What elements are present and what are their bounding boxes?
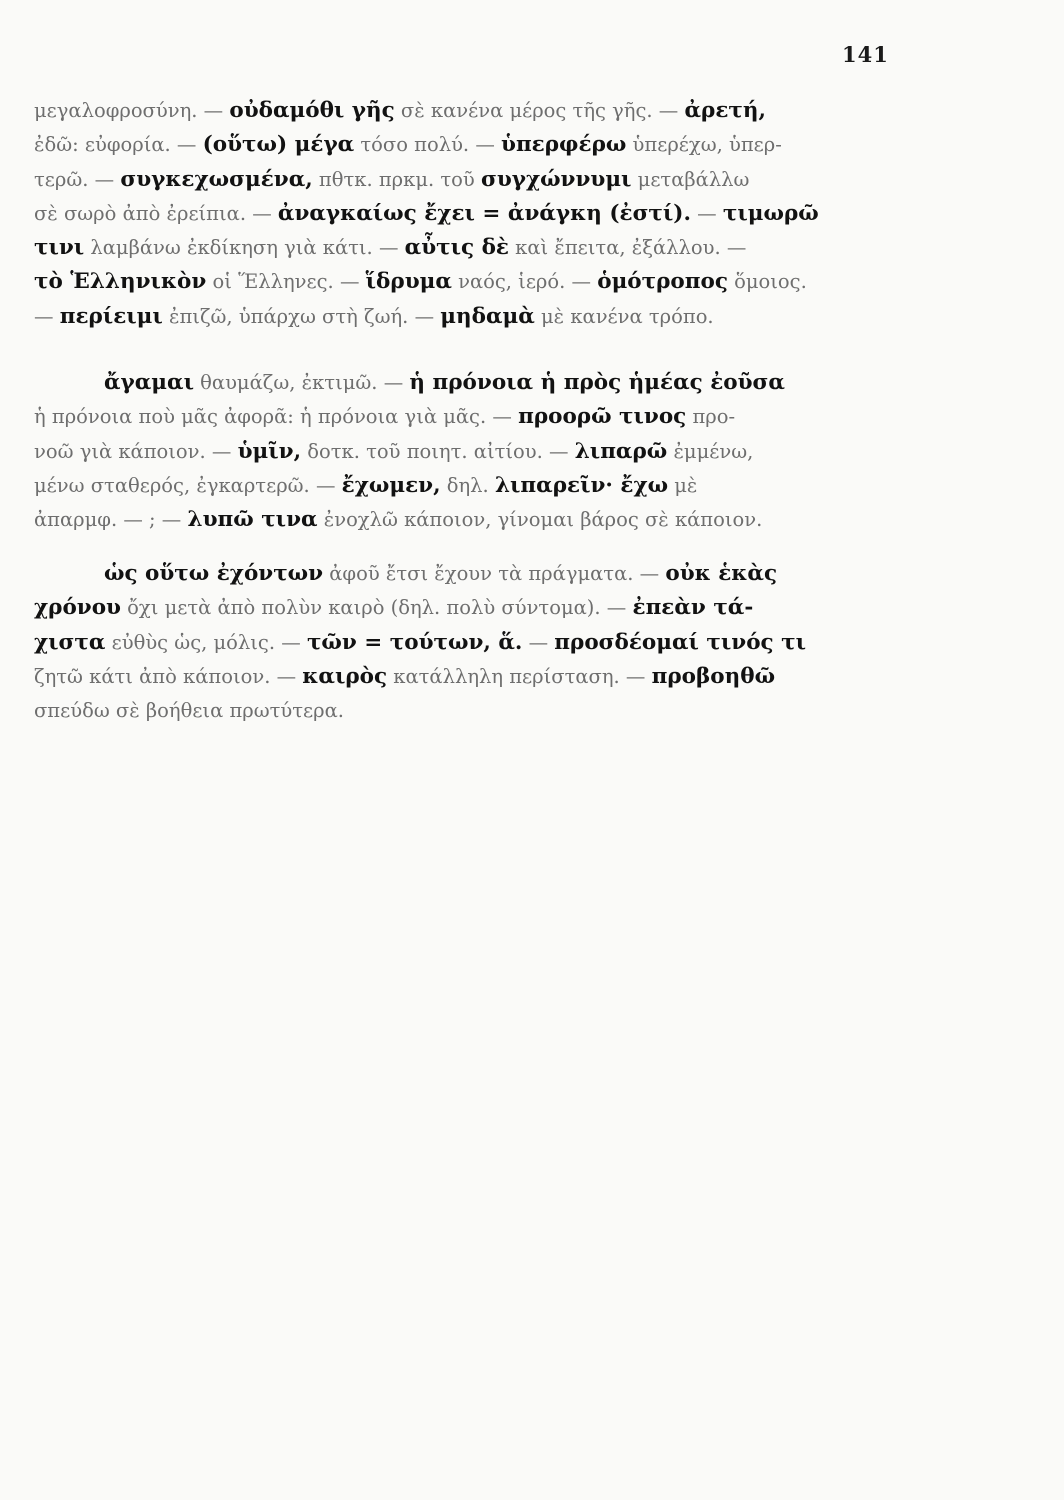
text-line (34, 399, 894, 433)
text-line (34, 659, 894, 693)
lemma-term: τῶν = τούτων, ἅ. (306, 629, 523, 655)
gloss-text: ἐδῶ: εὐφορία. — (34, 133, 203, 157)
lemma-term: χρόνου (34, 595, 121, 621)
gloss-text: νοῶ γιὰ κάποιον. — (34, 439, 238, 463)
text-line (34, 693, 894, 727)
gloss-text: ἐμμένω, (667, 439, 754, 463)
glossary-paragraph-2 (34, 365, 894, 536)
gloss-text: ἀφοῦ ἔτσι ἔχουν τὰ πράγματα. — (323, 562, 666, 585)
lemma-term: τινι (34, 235, 85, 261)
gloss-text: ἐπιζῶ, ὑπάρχω στὴ ζωή. — (162, 304, 441, 328)
text-line (34, 556, 894, 590)
gloss-text: — (34, 304, 60, 328)
lemma-term: ὡς οὕτω ἐχόντων (104, 561, 324, 586)
text-line (34, 299, 894, 333)
gloss-text: — (522, 630, 555, 654)
gloss-text: εὐθὺς ὡς, μόλις. — (105, 630, 307, 654)
text-line (34, 468, 894, 502)
lemma-term: λιπαρῶ (574, 438, 668, 464)
lemma-term: αὖτις δὲ (404, 235, 509, 261)
lemma-term: ἵδρυμα (365, 269, 452, 295)
glossary-paragraph-3 (34, 556, 894, 727)
gloss-text: κατάλληλη περίσταση. — (387, 664, 652, 688)
text-line (34, 625, 894, 659)
lemma-term: (οὕτω) μέγα (202, 132, 355, 158)
gloss-text: ζητῶ κάτι ἀπὸ κάποιον. — (34, 664, 303, 688)
gloss-text: καὶ ἔπειτα, ἐξάλλου. — (508, 236, 747, 260)
lemma-term: ἀναγκαίως ἔχει = ἀνάγκη (ἐστί). (277, 200, 691, 226)
gloss-text: σπεύδω σὲ βοήθεια πρωτύτερα. (34, 699, 344, 723)
lemma-term: ὁμότροπος (597, 269, 728, 295)
lemma-term: ἄγαμαι (104, 370, 194, 395)
gloss-text: μένω σταθερός, ἐγκαρτερῶ. — (34, 473, 342, 497)
gloss-text: τερῶ. — (34, 167, 121, 191)
gloss-text: μὲ κανένα τρόπο. (534, 304, 714, 328)
text-line (34, 127, 894, 161)
lemma-term: ὑμῖν, (237, 438, 302, 464)
gloss-text: τόσο πολύ. — (354, 133, 502, 157)
lemma-term: λυπῶ τινα (187, 507, 318, 533)
gloss-text: ὄχι μετὰ ἀπὸ πολὺν καιρὸ (δηλ. πολὺ σύντομα). — (120, 596, 633, 620)
lemma-term: περίειμι (59, 303, 163, 329)
lemma-term: ἔχωμεν, (341, 472, 441, 498)
lemma-term: προορῶ τινος (518, 404, 687, 430)
gloss-text: ὅμοιος. (727, 270, 807, 294)
lemma-term: χιστα (34, 629, 106, 655)
text-line (34, 590, 894, 624)
gloss-text: ἀπαρμφ. — ; — (34, 508, 188, 532)
text-line (34, 230, 894, 264)
glossary-paragraph-1 (34, 93, 894, 333)
text-line (34, 365, 894, 399)
lemma-term: οὐκ ἑκὰς (665, 561, 778, 586)
lemma-term: προσδέομαί τινός τι (554, 629, 807, 655)
gloss-text: σὲ σωρὸ ἀπὸ ἐρείπια. — (34, 201, 278, 225)
gloss-text: πθτκ. πρκμ. τοῦ (312, 167, 481, 191)
lemma-term: ὑπερφέρω (501, 132, 627, 158)
gloss-text: ὑπερέχω, ὑπερ- (626, 133, 782, 157)
gloss-text: — (690, 201, 723, 225)
lemma-term: καιρὸς (302, 663, 388, 689)
text-line (34, 162, 894, 196)
gloss-text: οἱ Ἕλληνες. — (206, 270, 366, 294)
gloss-text: προ- (686, 405, 736, 429)
lemma-term: ἀρετή, (684, 98, 766, 123)
lemma-term: λιπαρεῖν· ἔχω (494, 472, 669, 498)
lemma-term: συγκεχωσμένα, (120, 166, 313, 192)
gloss-text: ἐνοχλῶ κάποιον, γίνομαι βάρος σὲ κάποιον. (317, 508, 763, 532)
lemma-term: οὐδαμόθι γῆς (229, 98, 395, 123)
lemma-term: συγχώννυμι (480, 166, 632, 192)
lemma-term: τὸ Ἑλληνικὸν (34, 269, 207, 295)
gloss-text: ἡ πρόνοια ποὺ μᾶς ἀφορᾶ: ἡ πρόνοια γιὰ μᾶς. — (34, 405, 519, 429)
page-number: 141 (842, 42, 889, 67)
gloss-text: δοτκ. τοῦ ποιητ. αἰτίου. — (301, 439, 575, 463)
text-line (34, 502, 894, 536)
lemma-term: μηδαμὰ (440, 303, 535, 329)
text-line (34, 434, 894, 468)
gloss-text: δηλ. (440, 473, 495, 497)
lemma-term: προβοηθῶ (651, 663, 776, 689)
text-line (34, 93, 894, 127)
lemma-term: ἡ πρόνοια ἡ πρὸς ἡμέας ἐοῦσα (409, 370, 785, 395)
lemma-term: ἐπεὰν τά- (632, 595, 754, 621)
gloss-text: ναός, ἱερό. — (451, 270, 598, 294)
lemma-term: τιμωρῶ (722, 200, 819, 226)
gloss-text: μὲ (668, 473, 698, 497)
gloss-text: λαμβάνω ἐκδίκηση γιὰ κάτι. — (84, 236, 405, 260)
gloss-text: θαυμάζω, ἐκτιμῶ. — (193, 371, 410, 394)
text-line (34, 264, 894, 298)
text-line (34, 196, 894, 230)
gloss-text: μεγαλοφροσύνη. — (34, 99, 230, 122)
gloss-text: μεταβάλλω (631, 167, 750, 191)
gloss-text: σὲ κανένα μέρος τῆς γῆς. — (394, 99, 685, 122)
